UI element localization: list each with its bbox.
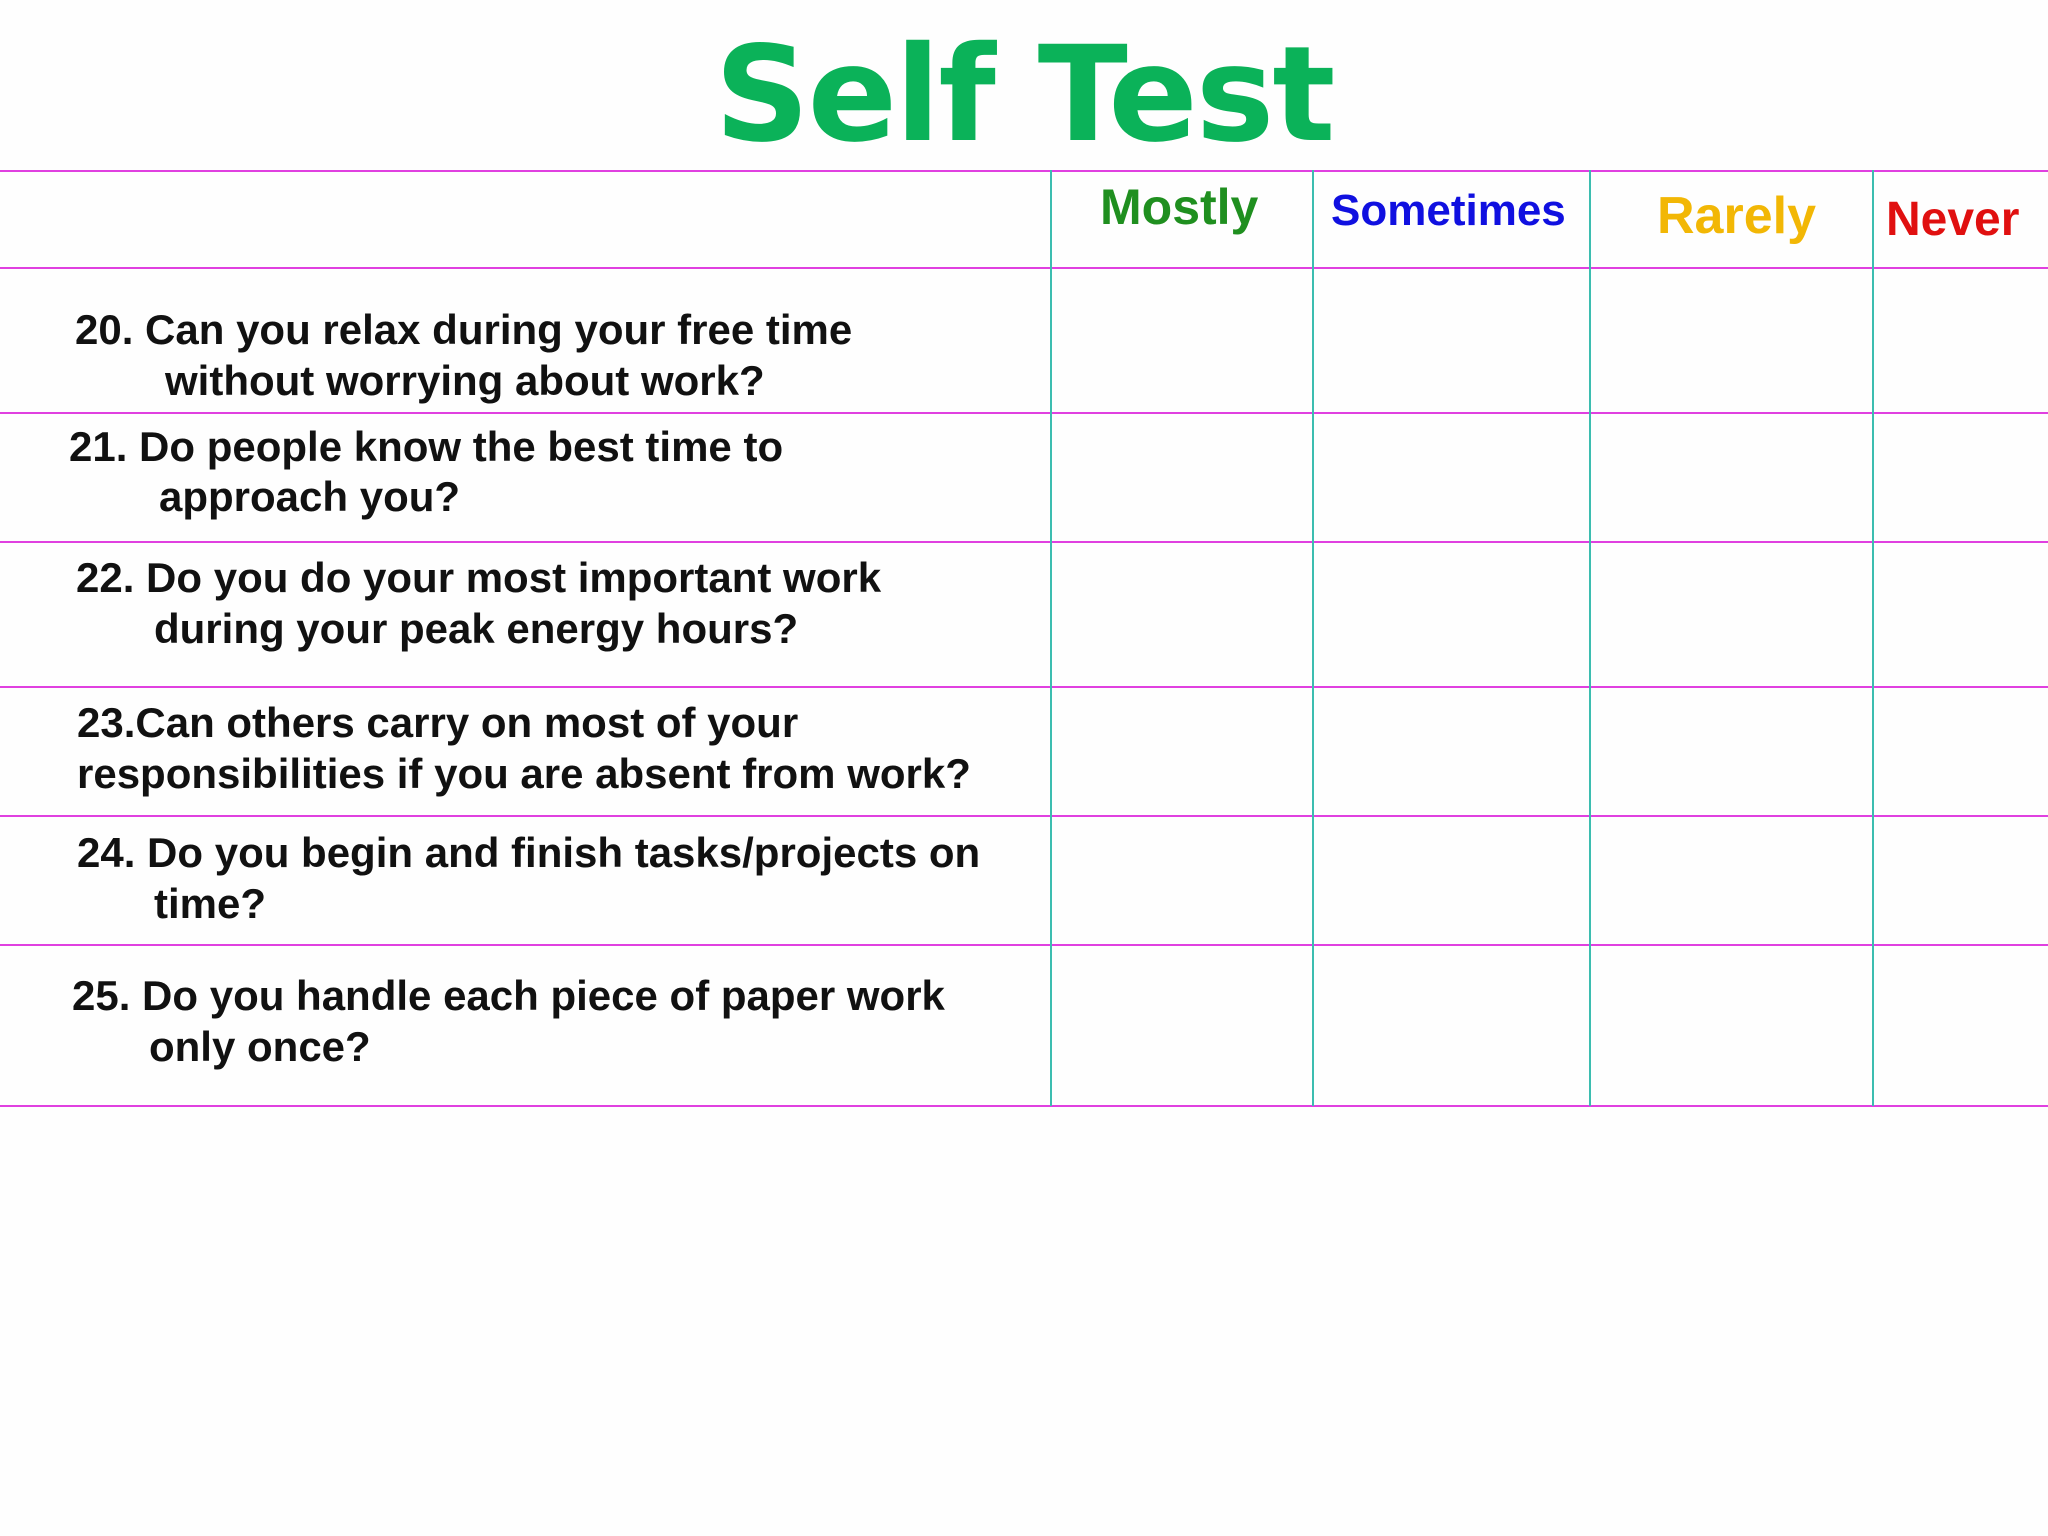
question-21	[69, 422, 783, 522]
question-text-line-1: 23.Can others carry on most of your	[77, 699, 799, 746]
column-header-rarely: Rarely	[1657, 187, 1816, 245]
table-bottom-line	[0, 1105, 2048, 1107]
row-divider	[0, 412, 2048, 414]
question-text-line-1: 20. Can you relax during your free time	[75, 306, 853, 353]
column-header-sometimes: Sometimes	[1331, 186, 1566, 235]
column-divider	[1312, 170, 1314, 1106]
table-top-line	[0, 170, 2048, 172]
question-text-line-1: 25. Do you handle each piece of paper work	[72, 972, 945, 1019]
page-title: Self Test	[714, 18, 1334, 172]
row-divider	[0, 815, 2048, 817]
question-text-line-1: 22. Do you do your most important work	[76, 554, 882, 601]
row-divider	[0, 541, 2048, 543]
column-divider	[1872, 170, 1874, 1106]
column-header-never: Never	[1886, 193, 2020, 246]
row-divider	[0, 944, 2048, 946]
question-text-line-2: responsibilities if you are absent from work?	[77, 750, 971, 797]
question-22	[76, 552, 881, 654]
row-divider	[0, 686, 2048, 688]
question-text-line-2: only once?	[149, 1023, 371, 1070]
column-divider	[1589, 170, 1591, 1106]
question-text-line-2: during your peak energy hours?	[154, 605, 799, 652]
question-25	[72, 970, 945, 1072]
question-20	[75, 304, 852, 406]
question-text-line-1: 24. Do you begin and finish tasks/projects on	[77, 829, 981, 876]
column-divider	[1050, 170, 1052, 1106]
header-bottom-line	[0, 267, 2048, 269]
question-text-line-2: approach you?	[159, 473, 461, 520]
question-text-line-1: 21. Do people know the best time to	[69, 423, 784, 470]
question-text-line-2: without worrying about work?	[165, 357, 765, 404]
question-23	[77, 697, 971, 799]
question-24	[77, 827, 980, 929]
question-text-line-2: time?	[154, 880, 267, 927]
column-header-mostly: Mostly	[1100, 179, 1259, 235]
